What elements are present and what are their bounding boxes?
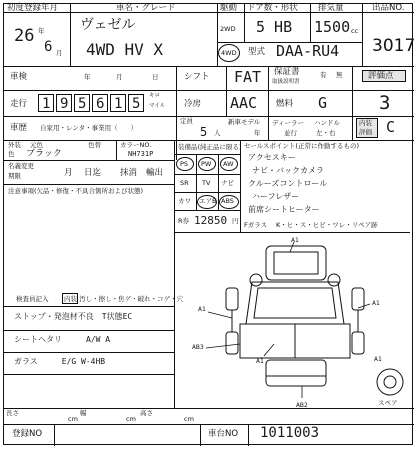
- equip-pw: PW: [201, 160, 212, 168]
- model-change-label: 新車モデル: [228, 118, 261, 126]
- exterior-label: 外装: [8, 141, 21, 149]
- odometer-digit-box: [110, 94, 126, 112]
- grade: 4WD HV X: [86, 40, 164, 59]
- spare-tire-hub: [384, 376, 396, 388]
- color-no-label: カラーNO.: [120, 141, 152, 149]
- rule: [226, 66, 227, 116]
- rule: [4, 352, 174, 353]
- shaken-label: 車検: [10, 72, 28, 82]
- warranty-no: 無: [336, 71, 343, 79]
- doors-label: ドア数・形状: [247, 3, 298, 13]
- code-a1-left: A1: [198, 305, 206, 313]
- spare-label: スペア: [378, 399, 398, 407]
- sales-point-line: 前席シートヒーター: [248, 205, 320, 214]
- odometer-digit: 1: [42, 96, 51, 112]
- capacity-value: 5: [200, 125, 208, 139]
- drive-label: 駆動: [220, 3, 238, 13]
- rule: [4, 12, 414, 13]
- odometer-digit: 9: [60, 96, 69, 112]
- shaken-month-suffix: 月: [116, 73, 123, 81]
- shaken-year-suffix: 年: [84, 73, 91, 81]
- interior-label: 内装: [359, 119, 372, 127]
- note-line-2: シートヘタリ A/W A: [14, 335, 111, 344]
- inspector-label: 検査員記入: [16, 295, 49, 303]
- notes-label: 注意事項(欠品・修復・不具合箇所および状態): [8, 187, 144, 195]
- width-unit: cm: [126, 415, 136, 423]
- chassis-label: 車台NO: [208, 429, 239, 439]
- code-ab3: AB3: [192, 343, 204, 351]
- car-sunroof-frame: [274, 252, 318, 274]
- odometer-digit: 1: [114, 96, 123, 112]
- odometer-digit-box: [56, 94, 72, 112]
- rule: [4, 408, 414, 409]
- width-label: 幅: [80, 409, 87, 417]
- rule: [310, 4, 311, 42]
- capacity-label: 定員: [180, 117, 193, 125]
- shaken-day-suffix: 日: [152, 73, 159, 81]
- unit-km: キロ: [149, 93, 161, 99]
- unit-mile: マイル: [149, 103, 166, 109]
- model-change-year: 年: [254, 129, 261, 137]
- warranty-sub: 取扱説明書: [272, 79, 300, 85]
- fuel-value: G: [318, 94, 328, 112]
- rule: [70, 4, 71, 66]
- rule: [4, 306, 174, 307]
- first-reg-year: 26: [14, 26, 35, 46]
- rule: [174, 174, 240, 175]
- rule: [116, 140, 117, 160]
- deadline-label: 期限: [8, 172, 21, 180]
- expired-label: 抹消: [120, 168, 138, 178]
- handle-label: ハンドル: [314, 119, 340, 127]
- rule: [176, 66, 177, 160]
- code-a1-right: A1: [372, 299, 380, 307]
- equip-navi: ナビ: [221, 179, 234, 187]
- odometer-digit: 5: [78, 96, 87, 112]
- code-a1-top: A1: [291, 236, 299, 244]
- mileage-label: 走行: [10, 99, 28, 109]
- equip-airbag: エアB: [199, 197, 217, 205]
- car-diagram: [174, 232, 410, 408]
- odometer-digit: 5: [132, 96, 141, 112]
- equip-sr: SR: [180, 179, 189, 187]
- rule: [248, 424, 249, 446]
- rule: [4, 424, 414, 425]
- lot-value: 3017: [372, 36, 416, 56]
- dealer-sub: 並行: [284, 129, 297, 137]
- color-value: ブラック: [26, 149, 62, 159]
- price-value: 12850: [194, 214, 228, 227]
- interior-value: C: [386, 118, 396, 136]
- change-day: 日迄: [84, 168, 102, 178]
- rule: [362, 4, 363, 66]
- ac-label: 冷房: [184, 99, 202, 109]
- car-grade-label: 車名・グレード: [116, 3, 176, 13]
- first-reg-label: 初度登録年月: [7, 3, 59, 13]
- code-ab2: AB2: [296, 401, 308, 409]
- length-label: 長さ: [6, 409, 19, 417]
- first-reg-month: 6: [44, 39, 53, 55]
- rule: [244, 4, 245, 42]
- car-wheel-front-left: [226, 332, 238, 354]
- inspector-options: 内装 汚し・擦し・焦ゲ・破れ・コゲ・穴: [64, 295, 184, 303]
- lot-label: 出品NO.: [372, 3, 405, 13]
- car-hood: [266, 360, 326, 386]
- car-wheel-front-right: [352, 332, 364, 354]
- equipment-title: 装備品(純正品に限る): [178, 143, 242, 151]
- interior-sub: 評価: [359, 128, 372, 136]
- note-line-1: ストップ・発泡材不良 T状態EC: [14, 312, 133, 321]
- model-label: 型式: [248, 47, 266, 57]
- drive-2wd: 2WD: [220, 25, 236, 33]
- rule: [200, 424, 201, 446]
- rule: [240, 140, 241, 232]
- rule: [4, 184, 174, 185]
- equip-aw: AW: [223, 160, 234, 168]
- history-label: 車歴: [10, 123, 28, 133]
- rule: [174, 154, 240, 155]
- month-suffix: 月: [56, 49, 63, 57]
- rule: [4, 140, 414, 141]
- rule: [54, 424, 55, 446]
- price-unit: 円: [232, 217, 239, 225]
- color-change-label: 色替: [88, 141, 101, 149]
- reg-no-label: 登録NO: [12, 429, 43, 439]
- rule: [4, 374, 174, 375]
- handle-value: 左・右: [316, 129, 336, 137]
- glass-items: K・ヒ・ス・ヒビ・ワレ・リペア跡: [276, 221, 378, 229]
- spare-tire-icon: [377, 369, 403, 395]
- car-wheel-rear-left: [226, 288, 238, 310]
- sales-point-line: ナビ・バックカメラ: [252, 166, 324, 175]
- sales-point-line: クルーズコントロール: [248, 179, 328, 188]
- change-month: 月: [64, 168, 73, 178]
- sales-title: セールスポイント(正常に作動するもの): [244, 142, 359, 150]
- sales-point-line: ハーフレザー: [252, 192, 300, 201]
- dealer-label: ディーラー: [272, 119, 304, 127]
- length-unit: cm: [68, 415, 78, 423]
- car-mirror-left: [250, 274, 262, 286]
- original-label: 元色: [30, 141, 43, 149]
- displacement-unit: cc: [351, 27, 359, 35]
- car-roof: [266, 246, 326, 280]
- rule: [352, 66, 353, 140]
- odometer-digit-box: [128, 94, 144, 112]
- rule: [4, 330, 174, 331]
- chassis-value: 1011003: [260, 425, 320, 441]
- score-value: 3: [379, 92, 391, 114]
- color-label: 色: [8, 150, 15, 158]
- price-label: R券: [178, 217, 190, 225]
- odometer-digit: 6: [96, 96, 105, 112]
- doors-value: 5 HB: [256, 18, 293, 36]
- rule: [268, 66, 269, 140]
- equip-ps: PS: [180, 160, 189, 168]
- equip-leather: カワ: [178, 197, 191, 205]
- rule: [4, 160, 174, 161]
- warranty-yes: 有: [320, 71, 327, 79]
- height-unit: cm: [184, 415, 194, 423]
- code-a1-front: A1: [374, 355, 382, 363]
- glass-label: Fガラス: [244, 221, 268, 229]
- code-a1-mid: A1: [256, 357, 264, 365]
- car-mirror-right: [328, 274, 340, 286]
- rule: [217, 4, 218, 66]
- export-label: 輸出: [146, 168, 164, 178]
- rule: [174, 210, 240, 211]
- note-line-3: ガラス E/G W-4HB: [14, 357, 106, 366]
- car-cabin-inner: [254, 288, 336, 318]
- warranty-label: 保証書: [274, 67, 300, 77]
- color-no-value: NH731P: [128, 150, 154, 158]
- fuel-label: 燃料: [276, 99, 294, 109]
- year-suffix: 年: [38, 27, 45, 35]
- height-label: 高さ: [140, 409, 153, 417]
- displacement-value: 1500: [314, 18, 351, 36]
- rule: [174, 192, 240, 193]
- history-options: 自家用・レンタ・事業用（ ）: [40, 124, 138, 132]
- auction-inspection-sheet: [3, 3, 416, 445]
- model-value: DAA-RU4: [276, 42, 340, 60]
- name-change-label: 名義変更: [8, 162, 34, 170]
- odometer-digit-box: [92, 94, 108, 112]
- equip-abs: ABS: [221, 197, 234, 205]
- capacity-unit: 人: [214, 129, 221, 137]
- ac-value: AAC: [230, 94, 258, 112]
- sales-point-line: アクセスキー: [248, 153, 296, 162]
- odometer-digit-box: [74, 94, 90, 112]
- car-name: ヴェゼル: [80, 17, 136, 33]
- shift-value: FAT: [234, 68, 262, 86]
- displacement-label: 排気量: [318, 3, 344, 13]
- score-label: 評価点: [368, 71, 394, 81]
- drive-4wd: 4WD: [221, 49, 237, 57]
- equip-tv: TV: [202, 179, 211, 187]
- odometer-digit-box: [38, 94, 54, 112]
- shift-label: シフト: [184, 72, 210, 82]
